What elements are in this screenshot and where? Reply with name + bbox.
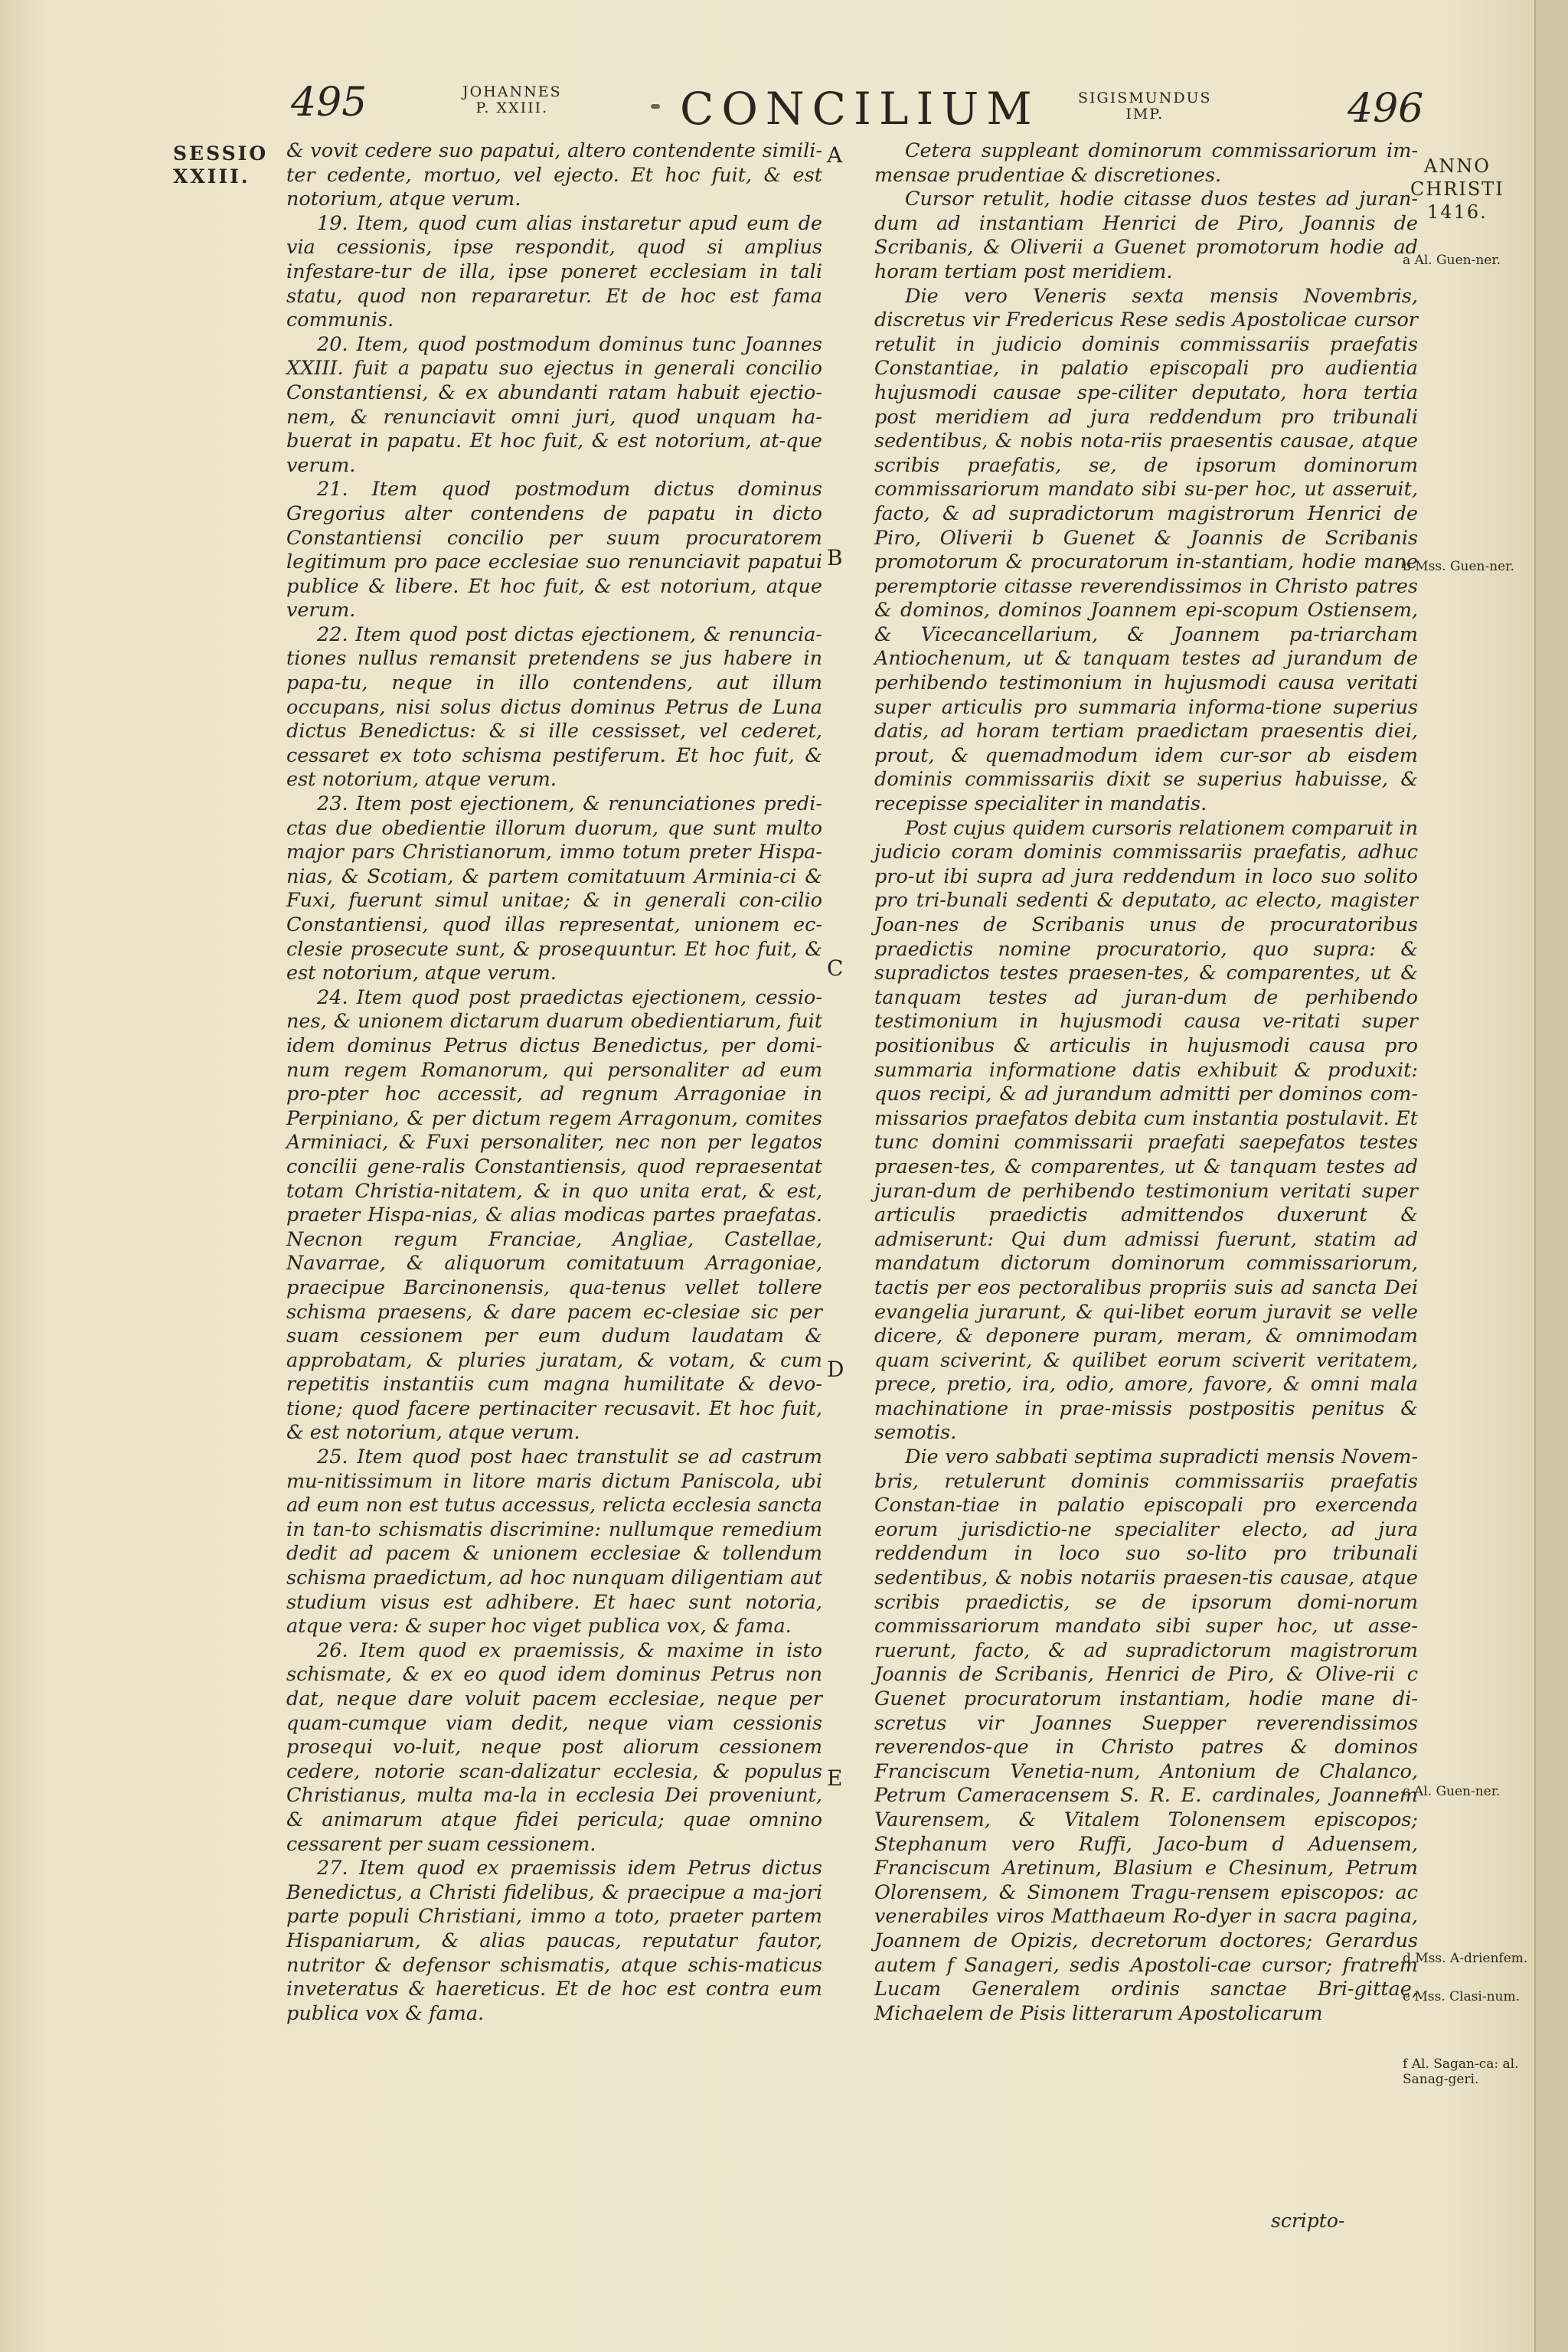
left-page-number: 495 bbox=[291, 80, 368, 126]
margin-letter-a: A bbox=[827, 142, 843, 168]
paragraph: Cetera suppleant dominorum commissariorum im-mensae prudentiae & discretiones. bbox=[874, 139, 1418, 187]
right-text-column bbox=[874, 139, 1418, 2026]
paragraph-item-19: 19. Item, quod cum alias instaretur apud eum de via cessionis, ipse respondit, quod si amplius infestare-tur de illa, ipse poneret ecclesiam in tali statu, quod non repararetur. Et de hoc est fama communis. bbox=[286, 211, 822, 332]
session-label bbox=[173, 142, 268, 188]
paragraph: Post cujus quidem cursoris relationem comparuit in judicio coram dominis commissariis praefatis, adhuc pro-ut ibi supra ad jura reddendum in loco suo solito pro tri-bunali sedenti & deputato, ac electo, magister Joan-nes de Scribanis unus de procuratoribus praedictis nomine procuratorio, quo supra: & supradictos testes praesen-tes, & comparentes, ut & tanquam testes ad juran-dum de perhibendo testimonium in hujusmodi causa ve-ritati super positionibus & articulis in hujusmodi causa pro summaria informatione datis exhibuit & produxit: quos recipi, & ad jurandum admitti per dominos com-missarios praefatos debita cum instantia postulavit. Et tunc domini commissarii praefati saepefatos testes praesen-tes, & comparentes, ut & tanquam testes ad juran-dum de perhibendo testimonium veritati super articulis praedictis admittendos duxerunt & admiserunt: Qui dum admissi fuerunt, statim ad mandatum dictorum dominorum commissariorum, tactis per eos pectoralibus propriis suis ad sancta Dei evangelia jurarunt, & qui-libet eorum juravit se velle dicere, & deponere puram, meram, & omnimodam quam sciverint, & quilibet eorum sciverit veritatem, prece, pretio, ira, odio, amore, favore, & omni mala machinatione in prae-missis postpositis penitus & semotis. bbox=[874, 816, 1418, 1445]
paragraph-item-24: 24. Item quod post praedictas ejectionem, cessio-nes, & unionem dictarum duarum obedientiarum, fuit idem dominus Petrus dictus Benedictus, per domi-num regem Romanorum, qui personaliter ad eum pro-pter hoc accessit, ad regnum Arragoniae in Perpiniano, & per dictum regem Arragonum, comites Arminiaci, & Fuxi personaliter, nec non per legatos concilii gene-ralis Constantiensis, quod repraesentat totam Christia-nitatem, & in quo unita erat, & est, praeter Hispa-nias, & alias modicas partes praefatas. Necnon regum Franciae, Angliae, Castellae, Navarrae, & aliquorum comitatuum Arragoniae, praecipue Barcinonensis, qua-tenus vellet tollere schisma praesens, & dare pacem ec-clesiae sic per suam cessionem per eum dudum laudatam & approbatam, & pluries juratam, & votam, & cum repetitis instantiis cum magna humilitate & devo-tione; quod facere pertinaciter recusavit. Et hoc fuit, & est notorium, atque verum. bbox=[286, 985, 822, 1445]
paragraph-item-27: 27. Item quod ex praemissis idem Petrus dictus Benedictus, a Christi fidelibus, & praecipue a ma-jori parte populi Christiani, immo a toto, praeter partem Hispaniarum, & alias paucas, reputatur fautor, nutritor & defensor schismatis, atque schis-maticus inveteratus & haereticus. Et de hoc est contra eum publica vox & fama. bbox=[286, 1857, 822, 2025]
session-label-line: XXIII. bbox=[173, 165, 250, 188]
marginal-note-b: b Mss. Guen-ner. bbox=[1403, 559, 1514, 574]
paragraph-item-25: 25. Item quod post haec transtulit se ad castrum mu-nitissimum in litore maris dictum Paniscola, ubi ad eum non est tutus accessus, relicta ecclesia sancta in tan-to schismatis discrimine: nullumque remedium dedit ad pacem & unionem ecclesiae & tollendum schisma praedictum, ad hoc nunquam diligentiam aut studium visus est adhibere. Et haec sunt notoria, atque vera: & super hoc viget publica vox, & fama. bbox=[286, 1446, 822, 1638]
left-text-column bbox=[286, 139, 822, 2026]
catchword: scripto- bbox=[1271, 2210, 1345, 2232]
running-head-line: SIGISMUNDUS bbox=[1078, 90, 1212, 106]
running-head-line: IMP. bbox=[1125, 106, 1165, 122]
decorative-dot bbox=[651, 104, 660, 109]
margin-letter-e: E bbox=[827, 1766, 843, 1791]
marginal-note-a: a Al. Guen-ner. bbox=[1403, 253, 1501, 268]
running-head-line: JOHANNES bbox=[462, 83, 562, 100]
running-head-line: P. XXIII. bbox=[475, 100, 549, 116]
paragraph-item-21: 21. Item quod postmodum dictus dominus Gregorius alter contendens de papatu in dicto Constantiensi concilio per suum procuratorem legitimum pro pace ecclesiae suo renunciavit papatui publice & libere. Et hoc fuit, & est notorium, atque verum. bbox=[286, 478, 822, 622]
session-label-line: SESSIO bbox=[173, 142, 269, 165]
marginal-note-f: f Al. Sagan-ca: al. Sanag-geri. bbox=[1403, 2056, 1519, 2087]
marginal-note-e: e Mss. Clasi-num. bbox=[1403, 1989, 1521, 2004]
page-gutter bbox=[1534, 0, 1568, 2352]
right-page-number: 496 bbox=[1348, 86, 1424, 132]
paragraph: & vovit cedere suo papatui, altero contendente simili-ter cedente, mortuo, vel ejecto. Et hoc fuit, & est notorium, atque verum. bbox=[286, 139, 822, 211]
page-title: CONCILIUM bbox=[680, 83, 1040, 135]
year-label-line: ANNO bbox=[1423, 155, 1491, 177]
paragraph: Die vero Veneris sexta mensis Novembris, discretus vir Fredericus Rese sedis Apostolicae cursor retulit in judicio dominis commissariis praefatis Constantiae, in palatio episcopali pro audientia hujusmodi causae spe-ciliter deputato, hora tertia post meridiem ad jura reddendum pro tribunali sedentibus, & nobis nota-riis praesentis causae, atque scribis praefatis, se, de ipsorum dominorum commissariorum mandato sibi su-per hoc, ut asseruit, facto, & ad supradictorum magistrorum Henrici de Piro, Oliverii b Guenet & Joannis de Scribanis promotorum & procuratorum in-stantiam, hodie mane peremptorie citasse reverendissimos in Christo patres & dominos, dominos Joannem epi-scopum Ostiensem, & Vicecancellarium, & Joannem pa-triarcham Antiochenum, ut & tanquam testes ad jurandum de perhibendo testimonium in hujusmodi causa veritati super articulis pro summaria informa-tione superius datis, ad horam tertiam praedictam praesentis diei, prout, & quemadmodum idem cur-sor ab eisdem dominis commissariis dixit se superius habuisse, & recepisse specialiter in mandatis. bbox=[874, 284, 1418, 816]
marginal-note-d: d Mss. A-drienfem. bbox=[1403, 1951, 1528, 1966]
paragraph-item-20: 20. Item, quod postmodum dominus tunc Joannes XXIII. fuit a papatu suo ejectus in generali concilio Constantiensi, & ex abundanti ratam habuit ejectio-nem, & renunciavit omni juri, quod unquam ha-buerat in papatu. Et hoc fuit, & est notorium, at-que verum. bbox=[286, 332, 822, 477]
right-running-head bbox=[1078, 90, 1212, 122]
year-label bbox=[1410, 155, 1504, 224]
paragraph-item-23: 23. Item post ejectionem, & renunciationes predi-ctas due obedientie illorum duorum, que sunt multo major pars Christianorum, immo totum preter Hispa-nias, & Scotiam, & partem comitatuum Arminia-ci & Fuxi, fuerunt simul unitae; & in generali con-cilio Constantiensi, quod illas representat, unionem ec-clesie prosecute sunt, & prosequuntur. Et hoc fuit, & est notorium, atque verum. bbox=[286, 792, 822, 985]
left-running-head bbox=[462, 84, 562, 116]
paragraph: Cursor retulit, hodie citasse duos testes ad juran-dum ad instantiam Henrici de Piro, Joannis de Scribanis, & Oliverii a Guenet promotorum hodie ad horam tertiam post meridiem. bbox=[874, 188, 1418, 283]
year-label-line: 1416. bbox=[1427, 201, 1488, 223]
paragraph-item-26: 26. Item quod ex praemissis, & maxime in isto schismate, & ex eo quod idem dominus Petrus non dat, neque dare voluit pacem ecclesiae, neque per quam-cumque viam dedit, neque viam cessionis prosequi vo-luit, neque post aliorum cessionem cedere, notorie scan-dalizatur ecclesia, & populus Christianus, multa ma-la in ecclesia Dei proveniunt, & animarum atque fidei pericula; quae omnino cessarent per suam cessionem. bbox=[286, 1638, 822, 1856]
margin-letter-c: C bbox=[827, 956, 844, 981]
marginal-note-c: c Al. Guen-ner. bbox=[1403, 1784, 1501, 1799]
paragraph-item-22: 22. Item quod post dictas ejectionem, & renuncia-tiones nullus remansit pretendens se jus habere in papa-tu, neque in illo contendens, aut illum occupans, nisi solus dictus dominus Petrus de Luna dictus Benedictus: & si ille cessisset, vel cederet, cessaret ex toto schisma pestiferum. Et hoc fuit, & est notorium, atque verum. bbox=[286, 622, 822, 792]
margin-letter-d: D bbox=[827, 1357, 844, 1382]
year-label-line: CHRISTI bbox=[1410, 178, 1504, 200]
margin-letter-b: B bbox=[827, 545, 843, 570]
paragraph: Die vero sabbati septima supradicti mensis Novem-bris, retulerunt dominis commissariis praefatis Constan-tiae in palatio episcopali pro exercenda eorum jurisdictio-ne specialiter electo, ad jura reddendum in loco suo so-lito pro tribunali sedentibus, & nobis notariis praesen-tis causae, atque scribis praedictis, se de ipsorum domi-norum commissariorum mandato sibi super hoc, ut asse-ruerunt, facto, & ad supradictorum magistrorum Joannis de Scribanis, Henrici de Piro, & Olive-rii c Guenet procuratorum instantiam, hodie mane di-scretus vir Joannes Suepper reverendissimos reverendos-que in Christo patres & dominos Franciscum Venetia-num, Antonium de Chalanco, Petrum Cameracensem S. R. E. cardinales, Joannem Vaurensem, & Vitalem Tolonensem episcopos; Stephanum vero Ruffi, Jaco-bum d Aduensem, Franciscum Aretinum, Blasium e Chesinum, Petrum Olorensem, & Simonem Tragu-rensem episcopos: ac venerabiles viros Matthaeum Ro-dyer in sacra pagina, Joannem de Opizis, decretorum doctores; Gerardus autem f Sanageri, sedis Apostoli-cae cursor; fratrem Lucam Generalem ordinis sanctae Bri-gittae, Michaelem de Pisis litterarum Apostolicarum bbox=[874, 1446, 1418, 2025]
